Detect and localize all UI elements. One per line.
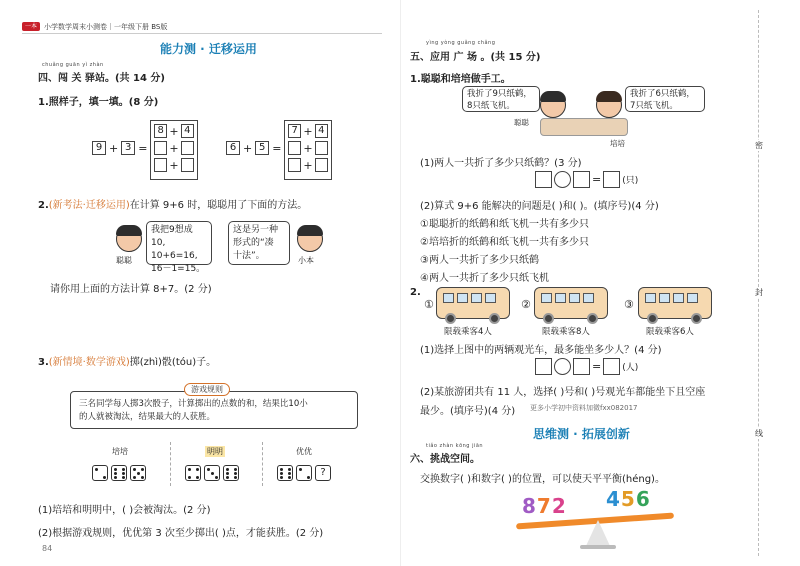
right-page: [400, 0, 800, 566]
margin-char: 线: [755, 429, 763, 438]
q2-ask: 请你用上面的方法计算 8+7。(2 分): [50, 284, 212, 295]
divider: [262, 442, 263, 486]
r-q2-s2a: (2)某旅游团共有 11 人，选择( )号和( )号观光车都能坐下且空座: [420, 387, 706, 398]
q1-example2: [226, 141, 281, 155]
q1-ex1-t3: 4: [181, 124, 194, 138]
r-q1-opt4: ④两人一共折了多少只纸飞机: [420, 273, 549, 284]
banner-thinking: 思维测 · 拓展创新: [533, 427, 630, 441]
bubble1-line: 我把9想成10,: [151, 225, 193, 248]
section5-pinyin: yìng yòng guǎng chǎng: [426, 40, 496, 46]
balance-base: [580, 545, 616, 549]
bubble1-line: 16－1=15。: [151, 264, 206, 274]
r-q1-title: 1.聪聪和培培做手工。: [410, 74, 511, 85]
dice-set-peipei: [92, 465, 149, 481]
blank-box[interactable]: [315, 158, 328, 172]
paper-crafts: [540, 118, 628, 136]
q1-ex1-op: +: [109, 141, 119, 155]
series-title: 小学数学周末小测卷｜一年级下册 BS版: [44, 22, 168, 31]
section5-title: 五、应用 广 场 。(共 15 分): [410, 52, 541, 63]
q2-tag: (新考法·迁移运用): [48, 200, 130, 211]
operator-circle[interactable]: [554, 171, 571, 188]
q1-ex1-b: 3: [121, 141, 135, 155]
answer-box[interactable]: [603, 171, 620, 188]
divider: [170, 442, 171, 486]
section6-title: 六、挑战空间。: [410, 454, 480, 465]
section6-text: 交换数字( )和数字( )的位置，可以使天平平衡(héng)。: [420, 474, 665, 485]
r-q2-equation: = (人): [535, 358, 638, 375]
margin-char: 密: [755, 141, 763, 150]
blank-box[interactable]: [154, 141, 167, 155]
bubble2-line: 这是另一种: [233, 225, 279, 235]
blank-box[interactable]: [181, 141, 194, 155]
banner-ability: 能力测 · 迁移运用: [160, 42, 257, 56]
q3-line: [38, 353, 216, 368]
blank-box[interactable]: [288, 158, 301, 172]
digit-5[interactable]: 5: [620, 487, 635, 511]
r-peipei-avatar: [596, 92, 622, 118]
blank-box[interactable]: [288, 141, 301, 155]
q1-ex2-t2: +: [303, 124, 313, 138]
q3-sub2: (2)根据游戏规则，优优第 3 次至少掷出( )点，才能获胜。(2 分): [38, 528, 324, 539]
dice-face-6: [223, 465, 239, 481]
header: [22, 21, 167, 32]
dice-face-3: [204, 465, 220, 481]
congcong-name: 聪聪: [116, 256, 132, 265]
digit-6[interactable]: 6: [635, 487, 650, 511]
player-peipei: 培培: [112, 447, 128, 456]
r-q1-equation: = (只): [535, 171, 638, 188]
dice-set-mingming: [185, 465, 242, 481]
q1-ex2-t3: 4: [315, 124, 328, 138]
dice-face-5: [130, 465, 146, 481]
r-q2-unit: (人): [622, 363, 639, 373]
binding-line: [758, 10, 759, 556]
digit-8[interactable]: 8: [522, 494, 536, 518]
digit-7[interactable]: 7: [536, 494, 551, 518]
bus-1: [436, 287, 510, 319]
bubble1-line: 10+6=16,: [151, 251, 198, 261]
bus-2: [534, 287, 608, 319]
dice-unknown: ?: [315, 465, 331, 481]
rules-title: 游戏规则: [184, 383, 230, 396]
player-youyou: 优优: [296, 447, 312, 456]
r-name-congcong: 聪聪: [514, 118, 529, 127]
rules-box: [70, 391, 358, 429]
q2-num: 2.: [38, 200, 49, 211]
r-bubble2-line: 我折了6只纸鹤，: [630, 89, 695, 99]
answer-box[interactable]: [573, 358, 590, 375]
r-q2-num: 2.: [410, 287, 421, 298]
q1-ex2-a: 6: [226, 141, 240, 155]
q1-ex1-table: 8 + 4 + +: [150, 120, 198, 180]
bubble2-line: 十法”。: [233, 251, 265, 261]
r-q1-opt2: ②培培折的纸鹤和纸飞机一共有多少只: [420, 237, 589, 248]
r-q1-s2: (2)算式 9+6 能解决的问题是( )和( )。(填序号)(4 分): [420, 201, 659, 212]
r-q2-s1: (1)选择上图中的两辆观光车，最多能坐多少人？(4 分): [420, 345, 662, 356]
q1-ex2-eq: =: [272, 141, 282, 155]
q1-ex1-eq: =: [138, 141, 148, 155]
r-q1-opt3: ③两人一共折了多少只纸鹤: [420, 255, 539, 266]
digits-left: [522, 494, 566, 518]
r-q1-s1: (1)两人一共折了多少只纸鹤？(3 分): [420, 158, 582, 169]
r-name-peipei: 培培: [610, 139, 625, 148]
rule-line: 的人就被淘汰，结果最大的人获胜。: [79, 412, 216, 422]
bus-3: [638, 287, 712, 319]
section4-pinyin: chuǎng guān yì zhàn: [42, 62, 104, 68]
r-bubble-congcong: [462, 86, 540, 112]
answer-box[interactable]: [573, 171, 590, 188]
watermark: 更多小学初中资料加微fxx082017: [530, 404, 638, 412]
brand-logo: 一本: [22, 22, 40, 31]
header-rule: [22, 33, 382, 34]
digit-2[interactable]: 2: [551, 494, 566, 518]
r-bubble2-line: 7只纸飞机。: [630, 101, 678, 111]
q1-ex1-t2: +: [169, 124, 179, 138]
digit-4[interactable]: 4: [606, 487, 620, 511]
r-q1-opt1: ①聪聪折的纸鹤和纸飞机一共有多少只: [420, 219, 589, 230]
q1-ex2-table: 7 + 4 + +: [284, 120, 332, 180]
dice-face-2: [296, 465, 312, 481]
q2-line: [38, 196, 307, 211]
dice-face-6: [111, 465, 127, 481]
blank-box[interactable]: [315, 141, 328, 155]
q1-ex2-op: +: [243, 141, 253, 155]
page-number: 84: [42, 544, 53, 553]
xiaoben-avatar: [297, 226, 323, 252]
bus-1-cap: 限载乘客4人: [444, 327, 492, 337]
speech-bubble-2: [228, 221, 290, 265]
bus-2-label: ②: [521, 298, 531, 311]
q3-num: 3.: [38, 357, 49, 368]
r-q2-s2b: 最少。(填序号)(4 分): [420, 406, 516, 417]
q3-sub1: (1)培培和明明中，( )会被淘汰。(2 分): [38, 505, 211, 516]
r-bubble-peipei: [625, 86, 705, 112]
operator-circle[interactable]: [554, 358, 571, 375]
dice-face-2: [92, 465, 108, 481]
margin-char: 封: [755, 288, 763, 297]
q2-text: 在计算 9+6 时，聪聪用了下面的方法。: [129, 200, 308, 211]
r-congcong-avatar: [540, 92, 566, 118]
digits-right: [606, 487, 650, 511]
blank-box[interactable]: [154, 158, 167, 172]
q3-text: 掷(zhì)骰(tóu)子。: [129, 357, 217, 368]
bus-2-cap: 限载乘客8人: [542, 327, 590, 337]
section6-pinyin: tiǎo zhàn kōng jiān: [426, 443, 484, 449]
q3-tag: (新情境·数学游戏): [48, 357, 130, 368]
bus-3-cap: 限载乘客6人: [646, 327, 694, 337]
speech-bubble-1: [146, 221, 212, 274]
balance-stand: [586, 520, 610, 546]
bus-1-label: ①: [424, 298, 434, 311]
q1-ex2-t1: 7: [288, 124, 301, 138]
r-bubble1-line: 8只纸飞机。: [467, 101, 515, 111]
r-bubble1-line: 我折了9只纸鹤，: [467, 89, 532, 99]
bus-3-label: ③: [624, 298, 634, 311]
rule-line: 三名同学每人掷3次骰子，计算掷出的点数的和，结果比10小: [79, 399, 308, 409]
q1-title: 1.照样子，填一填。(8 分): [38, 97, 159, 108]
r-q1-unit: (只): [622, 176, 639, 186]
dice-face-6: [277, 465, 293, 481]
answer-box[interactable]: [535, 358, 552, 375]
dice-set-youyou: [277, 465, 334, 481]
dice-face-4: [185, 465, 201, 481]
q1-ex2-b: 5: [255, 141, 269, 155]
congcong-avatar: [116, 226, 142, 252]
blank-box[interactable]: [181, 158, 194, 172]
xiaoben-name: 小本: [298, 256, 314, 265]
q1-ex1-a: 9: [92, 141, 106, 155]
answer-box[interactable]: [535, 171, 552, 188]
q1-example1: [92, 141, 147, 155]
q1-ex1-t1: 8: [154, 124, 167, 138]
bubble2-line: 形式的“凑: [233, 238, 274, 248]
answer-box[interactable]: [603, 358, 620, 375]
section4-title: 四、闯 关 驿站。(共 14 分): [38, 73, 165, 84]
player-mingming: 明明: [207, 447, 223, 456]
